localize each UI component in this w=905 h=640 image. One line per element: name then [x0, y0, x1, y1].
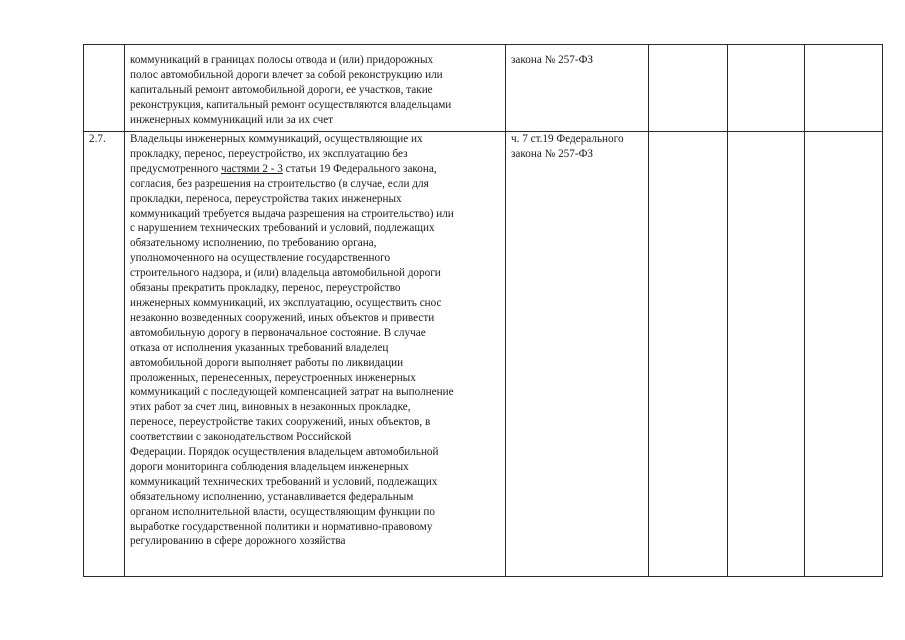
- legal-source-cell: [506, 45, 649, 132]
- empty-cell: [728, 132, 805, 577]
- requirement-line: капитальный ремонт автомобильной дороги, ее участков, такие: [130, 83, 433, 96]
- requirement-line: соответствии с законодательством Российской: [130, 431, 352, 444]
- table-row: [84, 45, 883, 132]
- row-number-cell: [84, 132, 125, 577]
- legal-source-cell: [506, 132, 649, 577]
- requirement-line: с нарушением технических требований и условий, подлежащих: [130, 222, 435, 235]
- requirement-line-with-link: [130, 162, 501, 177]
- requirement-line: инженерных коммуникаций, их эксплуатацию, осуществить снос: [130, 296, 442, 309]
- requirement-line: регулированию в сфере дорожного хозяйства: [130, 535, 346, 548]
- empty-cell: [649, 45, 728, 132]
- requirement-line: Федерации. Порядок осуществления владельцем автомобильной: [130, 446, 439, 459]
- row-number-cell: [84, 45, 125, 132]
- requirement-line: органом исполнительной власти, осуществляющим функции по: [130, 505, 435, 518]
- requirement-line: прокладку, перенос, переустройство, их эксплуатацию без: [130, 147, 408, 160]
- requirement-line: обязаны прекратить прокладку, перенос, переустройство: [130, 282, 401, 295]
- requirement-line: коммуникаций технических требований и условий, подлежащих: [130, 475, 438, 488]
- requirement-line: этих работ за счет лиц, виновных в незаконных прокладке,: [130, 401, 411, 414]
- legal-source-line: ч. 7 ст.19 Федерального: [511, 133, 624, 145]
- requirement-line: незаконно возведенных сооружений, иных объектов и привести: [130, 311, 435, 324]
- requirement-line: обязательному исполнению, устанавливается федеральным: [130, 490, 414, 503]
- empty-cell: [649, 132, 728, 577]
- requirement-line: реконструкция, капитальный ремонт осуществляются владельцами: [130, 98, 452, 111]
- empty-cell: [805, 132, 883, 577]
- requirement-line: уполномоченного на осуществление государственного: [130, 252, 391, 265]
- requirement-line: автомобильную дорогу в первоначальное состояние. В случае: [130, 326, 426, 339]
- requirement-line: проложенных, перенесенных, переустроенных инженерных: [130, 371, 416, 384]
- empty-cell: [728, 45, 805, 132]
- requirement-line: выработке государственной политики и нормативно-правовому: [130, 520, 433, 533]
- table-row: [84, 132, 883, 577]
- requirement-line: коммуникаций требуется выдача разрешения на строительство) или: [130, 207, 454, 220]
- requirement-line: автомобильной дороги выполняет работы по ликвидации: [130, 356, 404, 369]
- row-number: 2.7.: [89, 133, 106, 145]
- requirement-text: предусмотренного: [130, 162, 222, 175]
- requirement-line: инженерных коммуникаций или за их счет: [130, 113, 334, 126]
- requirement-line: дороги мониторинга соблюдения владельцем инженерных: [130, 460, 409, 473]
- requirements-table: [83, 44, 883, 577]
- requirement-line: прокладки, переноса, переустройства таких инженерных: [130, 192, 402, 205]
- requirement-line: согласия, без разрешения на строительство (в случае, если для: [130, 177, 429, 190]
- law-parts-link[interactable]: частями 2 - 3: [221, 162, 283, 175]
- requirement-cell: [125, 45, 506, 132]
- requirement-line: Владельцы инженерных коммуникаций, осуществляющие их: [130, 133, 423, 145]
- requirement-text: статьи 19 Федерального закона,: [282, 162, 437, 175]
- legal-source-line: закона № 257-ФЗ: [511, 147, 594, 160]
- requirement-line: обязательному исполнению, по требованию органа,: [130, 237, 377, 250]
- requirement-line: отказа от исполнения указанных требований владелец: [130, 341, 389, 354]
- requirement-line: переносе, переустройстве таких сооружений, иных объектов, в: [130, 416, 431, 429]
- requirement-line: коммуникаций с последующей компенсацией затрат на выполнение: [130, 386, 454, 399]
- empty-cell: [805, 45, 883, 132]
- requirement-line: строительного надзора, и (или) владельца автомобильной дороги: [130, 267, 441, 280]
- requirement-line: полос автомобильной дороги влечет за собой реконструкцию или: [130, 68, 443, 81]
- requirement-cell: [125, 132, 506, 577]
- requirement-line: коммуникаций в границах полосы отвода и (или) придорожных: [130, 54, 434, 66]
- legal-source-line: закона № 257-ФЗ: [511, 54, 594, 66]
